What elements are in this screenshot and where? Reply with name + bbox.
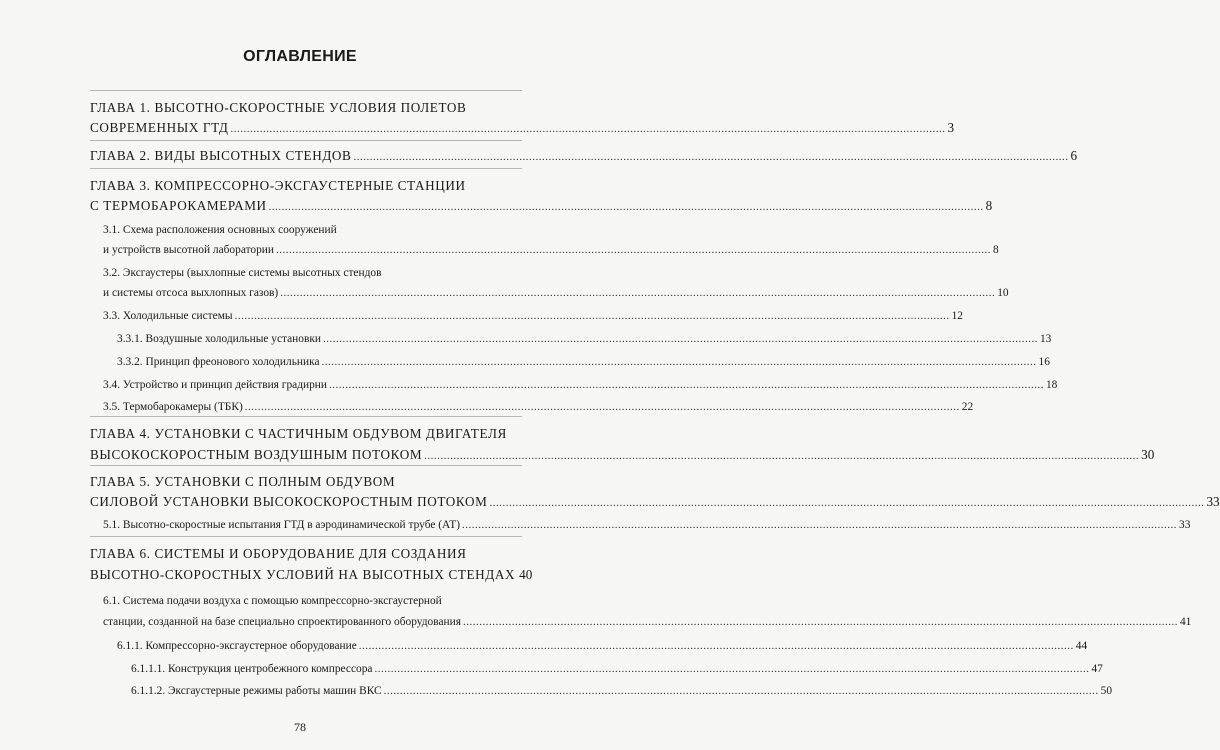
toc-entry[interactable] xyxy=(90,566,533,584)
toc-entry[interactable] xyxy=(103,221,522,239)
toc-entry-page: 41 xyxy=(1179,616,1192,628)
toc-leader-dots: ............................................................................................................................................................................................................................ xyxy=(328,379,1044,391)
toc-entry-title: ГЛАВА 2. ВИДЫ ВЫСОТНЫХ СТЕНДОВ xyxy=(90,148,352,163)
toc-entry-title: 6.1.1.1. Конструкция центробежного компрессора xyxy=(131,663,373,675)
toc-entry[interactable] xyxy=(103,613,1192,631)
toc-leader-dots: ............................................................................................................................................................................................................................ xyxy=(462,616,1178,628)
toc-leader-dots: ............................................................................................................................................................................................................................ xyxy=(244,401,960,413)
toc-entry-title: 6.1.1. Компрессорно-эксгаустерное оборудование xyxy=(117,640,357,652)
toc-entry[interactable] xyxy=(117,330,1052,348)
toc-entry-title: 3.3.2. Принцип фреонового холодильника xyxy=(117,356,320,368)
toc-entry[interactable] xyxy=(90,197,993,215)
toc-leader-dots: ............................................................................................................................................................................................................................ xyxy=(424,450,1140,462)
toc-entry-page: 8 xyxy=(985,198,993,213)
toc-leader-dots: ............................................................................................................................................................................................................................ xyxy=(230,123,946,135)
toc-entry[interactable] xyxy=(131,660,1103,678)
toc-leader-dots: ............................................................................................................................................................................................................................ xyxy=(322,333,1038,345)
toc-leader-dots: ............................................................................................................................................................................................................................ xyxy=(276,244,991,256)
toc-entry-title: 3.3. Холодильные системы xyxy=(103,310,233,322)
toc-entry[interactable] xyxy=(90,473,522,491)
toc-entry[interactable] xyxy=(90,493,1220,511)
toc-leader-dots: ............................................................................................................................................................................................................................ xyxy=(280,287,996,299)
toc-entry[interactable] xyxy=(90,446,1155,464)
section-separator xyxy=(90,90,522,91)
toc-entry-page: 30 xyxy=(1141,447,1155,462)
toc-entry-title: ГЛАВА 6. СИСТЕМЫ И ОБОРУДОВАНИЕ ДЛЯ СОЗДАНИЯ xyxy=(90,546,467,561)
toc-entry[interactable] xyxy=(90,147,1078,165)
toc-entry-page: 8 xyxy=(993,244,999,256)
toc-entry[interactable] xyxy=(131,682,1113,700)
toc-entry-page: 50 xyxy=(1100,685,1113,697)
toc-entry-page: 18 xyxy=(1045,379,1058,391)
toc-entry[interactable] xyxy=(103,241,999,259)
toc-entry-page: 40 xyxy=(519,567,533,582)
toc-entry-page: 12 xyxy=(951,310,963,322)
toc-entry[interactable] xyxy=(103,376,1058,394)
toc-entry[interactable] xyxy=(103,264,522,282)
toc-entry-title: 5.1. Высотно-скоростные испытания ГТД в аэродинамической трубе (АТ) xyxy=(103,519,461,531)
toc-heading: ОГЛАВЛЕНИЕ xyxy=(243,48,357,65)
toc-entry-page: 44 xyxy=(1075,640,1088,652)
toc-leader-dots: ............................................................................................................................................................................................................................ xyxy=(321,356,1037,368)
toc-entry[interactable] xyxy=(90,99,522,117)
section-separator xyxy=(90,416,522,417)
section-separator xyxy=(90,140,522,141)
toc-entry-title: ВЫСОКОСКОРОСТНЫМ ВОЗДУШНЫМ ПОТОКОМ xyxy=(90,447,423,462)
toc-leader-dots: ............................................................................................................................................................................................................................ xyxy=(353,151,1069,163)
toc-leader-dots: ............................................................................................................................................................................................................................ xyxy=(234,310,950,322)
toc-leader-dots: ............................................................................................................................................................................................................................ xyxy=(374,663,1090,675)
toc-leader-dots: ............................................................................................................................................................................................................................ xyxy=(268,201,984,213)
toc-entry-page: 13 xyxy=(1039,333,1052,345)
toc-entry-title: 3.5. Термобарокамеры (ТБК) xyxy=(103,401,243,413)
toc-entry-page: 6 xyxy=(1070,148,1078,163)
toc-entry-page: 33 xyxy=(1179,519,1191,531)
toc-entry-title: и устройств высотной лаборатории xyxy=(103,244,274,256)
toc-entry[interactable] xyxy=(90,177,522,195)
toc-entry[interactable] xyxy=(103,592,522,610)
toc-entry-title: 6.1.1.2. Эксгаустерные режимы работы машин ВКС xyxy=(131,685,382,697)
toc-entry-page: 47 xyxy=(1091,663,1103,675)
toc-entry-title: 6.1. Система подачи воздуха с помощью компрессорно-эксгаустерной xyxy=(103,595,442,607)
toc-entry-title: СОВРЕМЕННЫХ ГТД xyxy=(90,120,229,135)
toc-entry[interactable] xyxy=(103,398,974,416)
toc-entry-page: 22 xyxy=(961,401,974,413)
toc-entry-title: 3.4. Устройство и принцип действия градирни xyxy=(103,379,327,391)
section-separator xyxy=(90,465,522,466)
section-separator xyxy=(90,168,522,169)
toc-entry[interactable] xyxy=(117,637,1088,655)
toc-entry-title: СИЛОВОЙ УСТАНОВКИ ВЫСОКОСКОРОСТНЫМ ПОТОКОМ xyxy=(90,494,488,509)
toc-entry[interactable] xyxy=(90,545,522,563)
page-number: 78 xyxy=(294,720,306,734)
toc-leader-dots: ............................................................................................................................................................................................................................ xyxy=(358,640,1074,652)
toc-entry-title: ГЛАВА 4. УСТАНОВКИ С ЧАСТИЧНЫМ ОБДУВОМ ДВИГАТЕЛЯ xyxy=(90,426,507,441)
toc-entry-title: ВЫСОТНО-СКОРОСТНЫХ УСЛОВИЙ НА ВЫСОТНЫХ СТЕНДАХ xyxy=(90,567,516,582)
toc-entry[interactable] xyxy=(117,353,1050,371)
toc-entry-page: 3 xyxy=(947,120,955,135)
toc-entry-title: 3.1. Схема расположения основных сооружений xyxy=(103,224,337,236)
toc-entry-page: 10 xyxy=(997,287,1009,299)
toc-entry-title: ГЛАВА 5. УСТАНОВКИ С ПОЛНЫМ ОБДУВОМ xyxy=(90,474,396,489)
toc-entry[interactable] xyxy=(103,284,1009,302)
toc-entry-title: 3.3.1. Воздушные холодильные установки xyxy=(117,333,321,345)
toc-entry-page: 16 xyxy=(1038,356,1050,368)
toc-entry[interactable] xyxy=(90,425,522,443)
toc-entry[interactable] xyxy=(90,119,955,137)
toc-entry-title: и системы отсоса выхлопных газов) xyxy=(103,287,279,299)
toc-entry-title: 3.2. Эксгаустеры (выхлопные системы высотных стендов xyxy=(103,267,382,279)
toc-entry-page: 33 xyxy=(1206,494,1220,509)
toc-entry[interactable] xyxy=(103,516,1191,534)
toc-leader-dots: ............................................................................................................................................................................................................................ xyxy=(462,519,1178,531)
toc-entry-title: станции, созданной на базе специально спроектированного оборудования xyxy=(103,616,461,628)
toc-entry-title: ГЛАВА 3. КОМПРЕССОРНО-ЭКСГАУСТЕРНЫЕ СТАНЦИИ xyxy=(90,178,466,193)
section-separator xyxy=(90,536,522,537)
toc-entry-title: ГЛАВА 1. ВЫСОТНО-СКОРОСТНЫЕ УСЛОВИЯ ПОЛЕТОВ xyxy=(90,100,467,115)
toc-leader-dots: ............................................................................................................................................................................................................................ xyxy=(383,685,1099,697)
toc-leader-dots: ............................................................................................................................................................................................................................ xyxy=(489,497,1205,509)
toc-entry-title: С ТЕРМОБАРОКАМЕРАМИ xyxy=(90,198,267,213)
toc-entry[interactable] xyxy=(103,307,963,325)
